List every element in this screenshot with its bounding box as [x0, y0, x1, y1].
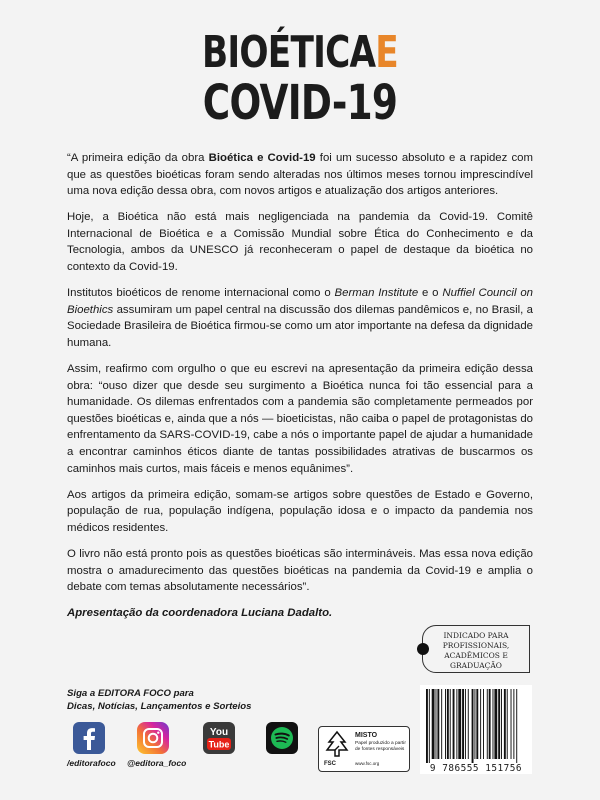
barcode-bar: [456, 689, 457, 759]
title-bioetica: BIOÉTICA: [202, 27, 376, 78]
barcode-bar: [487, 689, 488, 759]
title-line-1: [66, 27, 534, 78]
paragraph-4: Assim, reafirmo com orgulho o que eu escrevi na apresentação da primeira edição dessa obra: “ouso dizer que desde seu surgimento a Bioética nunca foi tão essencial para a humanidade. Os dilemas enfrentados com a pandemia são completamente permeados por questões bioéticas e, ainda que a nós — bioeticistas, não caiba o papel de protagonistas do enfrentamento da SARS-COVID-19, cabe a nós o importante papel de ajudar a humanidade a encontrar caminhos éticos diante de tantas possibilidades atrativas de buscarmos os caminhos mais curtos, mais fáceis e menos equânimes”.: [67, 363, 533, 475]
youtube-you: You: [209, 727, 229, 738]
youtube-tube: Tube: [208, 739, 230, 750]
barcode-bar: [453, 689, 455, 759]
spotify-link[interactable]: [266, 722, 298, 759]
indicado-para-badge: INDICADO PARA PROFISSIONAIS, ACADÊMICOS E GRADUAÇÃO: [422, 625, 530, 673]
fsc-tree-icon: [323, 730, 351, 758]
barcode-bar: [436, 689, 437, 759]
youtube-icon: [203, 722, 235, 754]
spotify-icon: [266, 722, 298, 754]
barcode-bar: [450, 689, 451, 759]
signature: Apresentação da coordenadora Luciana Dadalto.: [67, 607, 333, 620]
facebook-link[interactable]: [73, 722, 105, 759]
barcode-bar: [426, 689, 428, 763]
barcode-bar: [458, 689, 461, 759]
fsc-label: FSC: [324, 761, 336, 767]
barcode-bar: [472, 689, 474, 763]
bullet-dot: [417, 643, 429, 655]
barcode-bar: [494, 689, 497, 759]
barcode-bar: [468, 689, 469, 759]
facebook-icon: [73, 722, 105, 754]
title-accent-e: E: [375, 27, 398, 78]
fsc-description: Papel produzido a partir de fontes responsáveis: [355, 741, 406, 752]
barcode-bar: [462, 689, 464, 759]
fsc-site: www.fsc.org: [355, 761, 380, 766]
paragraph-1: “A primeira edição da obra Bioética e Covid-19 foi um sucesso absoluto e a rapidez com que as questões bioéticas foram sendo alteradas nos últimos meses tornou imprescindível uma nova edição dessa obra, com novos artigos e atualização dos artigos anteriores.: [67, 152, 533, 198]
paragraph-5: Aos artigos da primeira edição, somam-se artigos sobre questões de Estado e Governo, população de rua, população indígena, população idosa e o impacto da pandemia nos médicos residentes.: [67, 488, 533, 534]
follow-editora: Siga a EDITORA FOCO para Dicas, Notícias, Lançamentos e Sorteios: [67, 688, 252, 712]
instagram-handle[interactable]: @editora_foco: [127, 758, 187, 768]
barcode-bar: [516, 689, 517, 763]
barcode-bar: [476, 689, 478, 759]
paragraph-6: O livro não está pronto pois as questões bioéticas são intermináveis. Mas essa nova edição mostra o amadurecimento das questões bioéticas na pandemia da Covid-19 e amplia o debate com temas absolutamente necessários”.: [67, 547, 533, 594]
barcode-bar: [447, 689, 449, 759]
barcode: [420, 685, 532, 765]
back-cover-text: [67, 150, 533, 631]
isbn-number: 9 786555 151756: [420, 763, 532, 774]
barcode-bar: [507, 689, 508, 759]
instagram-link[interactable]: [137, 722, 169, 759]
barcode-bar: [480, 689, 481, 759]
barcode-bar: [511, 689, 512, 759]
barcode-bar: [437, 689, 439, 759]
barcode-bar: [465, 689, 466, 759]
barcode-bar: [489, 689, 491, 759]
barcode-bar: [429, 689, 430, 763]
paragraph-2: Hoje, a Bioética não está mais negligenciada na pandemia da Covid-19. Comitê Internacional de Bioética e a Comissão Mundial sobre Ética do Conhecimento e da Tecnologia, ambos da UNESCO já reconheceram o papel de destaque da bioética no contexto da Covid-19.: [67, 211, 533, 274]
barcode-bar: [441, 689, 442, 759]
youtube-link[interactable]: [203, 722, 235, 759]
instagram-icon: [137, 722, 169, 754]
facebook-handle[interactable]: /editorafoco: [67, 758, 116, 768]
barcode-bar: [504, 689, 506, 759]
barcode-bar: [432, 689, 435, 759]
fsc-misto: MISTO: [355, 732, 378, 739]
barcode-bar: [445, 689, 446, 759]
barcode-bar: [483, 689, 484, 759]
barcode-bars: [420, 685, 532, 765]
barcode-bar: [513, 689, 514, 759]
book-title-bold: Bioética e Covid-19: [208, 152, 316, 164]
title-line-2: COVID-19: [202, 75, 398, 131]
paragraph-3: Institutos bioéticos de renome internacional como o Berman Institute e o Nuffiel Council on Bioethics assumiram um papel central na discussão dos dilemas pandêmicos e, no Brasil, a Sociedade Brasileira de Bioética firmou-se como um ator importante na defesa da dignidade humana.: [67, 287, 534, 349]
barcode-bar: [474, 689, 475, 759]
barcode-bar: [498, 689, 500, 759]
barcode-bar: [501, 689, 502, 759]
fsc-certification: [318, 726, 410, 772]
barcode-bar: [493, 689, 494, 759]
